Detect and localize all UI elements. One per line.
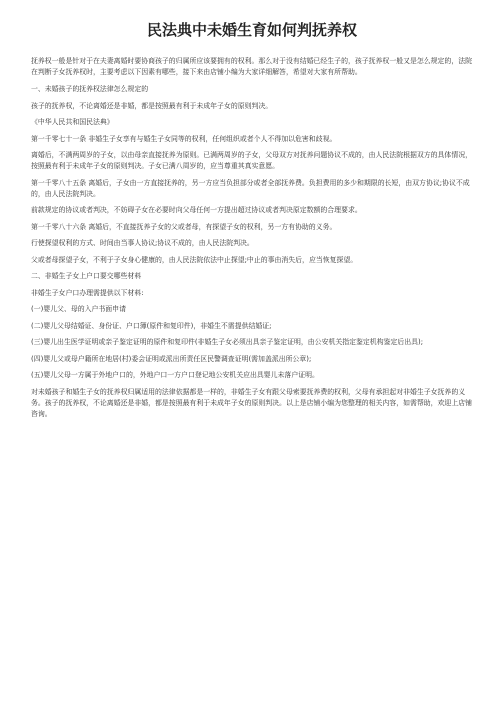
paragraph-intro: 抚养权一般是针对于在夫妻离婚时要协商孩子的归属所应该要拥有的权利。那么对于没有结婚已经生子的，孩子抚养权一般又是怎么规定的，法院在判断子女抚养权时，主要考虑以下因素有哪些，接下来由店铺小编为大家详细解答，希望对大家有所帮助。 xyxy=(31,57,472,76)
paragraph-conclusion: 对未婚孩子和婚生子女的抚养权归属适用的法律依据都是一样的，非婚生子女有跟父母索要抚养费的权利，父母有承担起对非婚生子女抚养的义务。孩子的抚养权，不论离婚还是非婚，都是按照最有利于未成年子女的原则判决。以上是店铺小编为您整理的相关内容，如需帮助，欢迎上店铺咨询。 xyxy=(31,387,472,418)
paragraph: 孩子的抚养权，不论离婚还是非婚，都是按照最有利于未成年子女的原则判决。 xyxy=(31,101,273,110)
paragraph: 离婚后，不满两周岁的子女，以由母亲直接抚养为原则。已满两周岁的子女，父母双方对抚养问题协议不成的，由人民法院根据双方的具体情况，按照最有利于未成年子女的原则判决。子女已满八周岁的，应当尊重其真实意愿。 xyxy=(31,151,472,170)
list-item: (四)婴儿父或母户籍所在地居(村)委会证明或派出所责任区民警调查证明(需加盖派出所公章); xyxy=(31,354,312,363)
article-body xyxy=(31,56,473,420)
list-item: (二)婴儿父母结婚证、身份证、户口簿(原件和复印件)，非婚生不需提供结婚证; xyxy=(31,321,272,330)
law-reference: 《中华人民共和国民法典》 xyxy=(31,118,114,126)
law-article: 第一千零八十五条 离婚后，子女由一方直接抚养的，另一方应当负担部分或者全部抚养费。负担费用的多少和期限的长短，由双方协议;协议不成的，由人民法院判决。 xyxy=(31,178,470,198)
section-heading: 二、非婚生子女上户口要交哪些材料 xyxy=(31,272,142,280)
list-item: (五)婴儿父母一方属于外地户口的，外地户口一方户口登记地公安机关应出具婴儿未落户证明。 xyxy=(31,371,319,379)
law-article: 第一千零七十一条 非婚生子女享有与婚生子女同等的权利，任何组织或者个人不得加以危害和歧视。 xyxy=(31,134,337,143)
article-title: 民法典中未婚生育如何判抚养权 xyxy=(146,21,357,39)
paragraph: 行使探望权利的方式、时间由当事人协议;协议不成的，由人民法院判决。 xyxy=(31,239,254,247)
paragraph: 非婚生子女户口办理需提供以下材料: xyxy=(31,288,144,297)
section-heading: 一、未婚孩子的抚养权法律怎么规定的 xyxy=(31,85,149,93)
list-item: (一)婴儿父、母的入户书面申请 xyxy=(31,305,126,313)
paragraph: 父或者母探望子女，不利于子女身心健康的，由人民法院依法中止探望;中止的事由消失后，应当恢复探望。 xyxy=(31,255,358,264)
law-article: 第一千零八十六条 离婚后，不直接抚养子女的父或者母，有探望子女的权利，另一方有协助的义务。 xyxy=(31,222,337,231)
paragraph: 前款规定的协议或者判决，不妨碍子女在必要时向父母任何一方提出超过协议或者判决原定数额的合理要求。 xyxy=(31,206,362,214)
list-item: (三)婴儿出生医学证明或亲子鉴定证明的原件和复印件(非婚生子女必须出具亲子鉴定证明，由公安机关指定鉴定机构鉴定后出具); xyxy=(31,338,424,346)
